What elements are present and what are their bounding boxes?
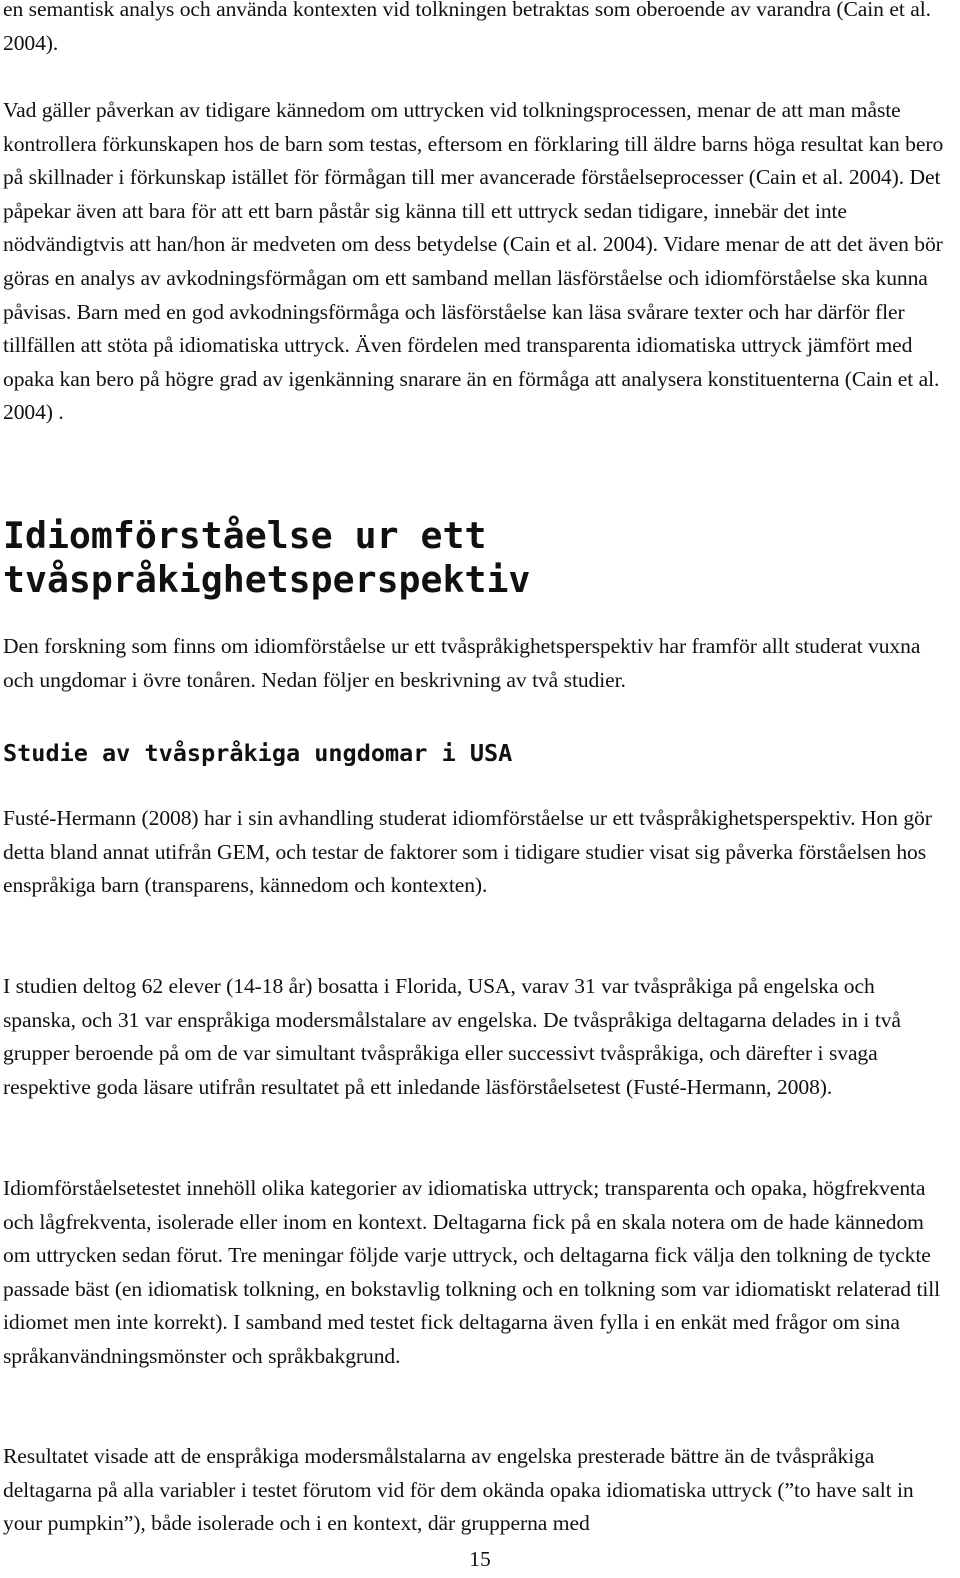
paragraph-result: Resultatet visade att de enspråkiga modersmålstalarna av engelska presterade bättre än de tvåspråkiga deltagarna på alla variabler i testet förutom vid för dem okända opaka idiomatiska uttryck (”to have salt in your pumpkin”), både isolerade och i en kontext, där grupperna med bbox=[3, 1444, 914, 1536]
paragraph-participants: I studien deltog 62 elever (14-18 år) bosatta i Florida, USA, varav 31 var tvåspråkiga på engelska och spanska, och 31 var enspråkiga modersmålstalare av engelska. De tvåspråkiga deltagarna delades in i två grupper beroende på om de var simultant tvåspråkiga eller successivt tvåspråkiga, och därefter i svaga respektive goda läsare utifrån resultatet på ett inledande läsförståelsetest (Fusté-Hermann, 2008). bbox=[3, 974, 901, 1099]
paragraph-study-intro: Fusté-Hermann (2008) har i sin avhandling studerat idiomförståelse ur ett tvåspråkighetsperspektiv. Hon gör detta bland annat utifrån GEM, och testar de faktorer som i tidigare studier visat sig påverka förståelsen hos enspråkiga barn (transparens, kännedom och kontexten). bbox=[3, 806, 932, 898]
paragraph-prior-knowledge: Vad gäller påverkan av tidigare kännedom om uttrycken vid tolkningsprocessen, menar de att man måste kontrollera förkunskapen hos de barn som testas, eftersom en förklaring till äldre barns höga resultat kan bero på skillnader i förkunskap istället för förmågan till mer avancerade förståelseprocesser (Cain et al. 2004). Det påpekar även att bara för att ett barn påstår sig känna till ett uttryck sedan tidigare, innebär det inte nödvändigtvis att han/hon är medveten om dess betydelse (Cain et al. 2004). Vidare menar de att det även bör göras en analys av avkodningsförmågan om ett samband mellan läsförståelse och idiomförståelse ska kunna påvisas. Barn med en god avkodningsförmåga och läsförståelse kan läsa svårare texter och har därför fler tillfällen att stöta på idiomatiska uttryck. Även fördelen med transparenta idiomatiska uttryck jämfört med opaka kan bero på högre grad av igenkänning snarare än en förmåga att analysera konstituenterna (Cain et al. 2004) . bbox=[3, 98, 944, 425]
paragraph-section-intro: Den forskning som finns om idiomförståelse ur ett tvåspråkighetsperspektiv har framför allt studerat vuxna och ungdomar i övre tonåren. Nedan följer en beskrivning av två studier. bbox=[3, 634, 921, 692]
page-number: 15 bbox=[469, 1547, 491, 1571]
subsection-heading: Studie av tvåspråkiga ungdomar i USA bbox=[3, 739, 513, 767]
section-heading: Idiomförståelse ur ett tvåspråkighetsperspektiv bbox=[3, 514, 531, 601]
paragraph-test: Idiomförståelsetestet innehöll olika kategorier av idiomatiska uttryck; transparenta och opaka, högfrekventa och lågfrekventa, isolerade eller inom en kontext. Deltagarna fick på en skala notera om de hade kännedom om uttrycken sedan förut. Tre meningar följde varje uttryck, och deltagarna fick välja den tolkning de tyckte passade bäst (en idiomatisk tolkning, en bokstavlig tolkning och en tolkning som var idiomatiskt relaterad till idiomet men inte korrekt). I samband med testet fick deltagarna även fylla i en enkät med frågor om sina språkanvändningsmönster och språkbakgrund. bbox=[3, 1176, 941, 1368]
paragraph-top: en semantisk analys och använda kontexten vid tolkningen betraktas som oberoende av varandra (Cain et al. 2004). bbox=[3, 0, 931, 55]
